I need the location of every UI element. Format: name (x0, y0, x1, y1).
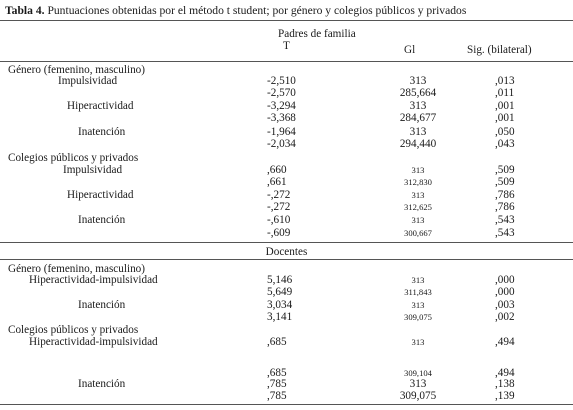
gl-value: 313 (411, 165, 425, 175)
sig-value: ,003 (495, 299, 515, 311)
row-label: Inatención (78, 299, 126, 311)
sig-value: ,139 (495, 390, 515, 402)
sig-value: ,001 (495, 100, 515, 112)
sig-value: ,002 (495, 311, 515, 323)
row-label: Impulsividad (63, 164, 123, 176)
bottom-rule (0, 404, 573, 405)
gl-value: 313 (411, 337, 425, 347)
section-title-colegios-docentes: Colegios públicos y privados (8, 324, 139, 336)
sig-value: ,786 (495, 189, 515, 201)
gl-value: 313 (411, 190, 425, 200)
t-value: -,610 (267, 214, 291, 226)
t-value: -,272 (267, 189, 291, 201)
row-label: Hiperactividad (67, 100, 134, 112)
gl-value: 313 (411, 215, 425, 225)
gl-value: 309,075 (399, 390, 437, 402)
sig-value: ,013 (495, 75, 515, 87)
sig-value: ,543 (495, 227, 515, 239)
row-label: Hiperactividad (67, 189, 134, 201)
caption-text: Puntuaciones obtenidas por el método t student; por género y colegios públicos y privados (47, 4, 467, 17)
gl-value: 285,664 (399, 87, 437, 99)
sig-value: ,000 (495, 274, 515, 286)
t-value: -,609 (267, 227, 291, 239)
gl-value: 284,677 (399, 112, 437, 124)
t-value: ,685 (267, 367, 287, 379)
row-label: Inatención (78, 378, 126, 390)
t-value: ,660 (267, 164, 287, 176)
gl-value: 311,843 (404, 287, 432, 297)
row-label: Inatención (78, 214, 126, 226)
sig-value: ,786 (495, 201, 515, 213)
row-label: Hiperactividad-impulsividad (29, 274, 158, 286)
gl-value: 300,667 (404, 228, 432, 238)
gl-value: 313 (411, 275, 425, 285)
gl-value: 313 (409, 100, 427, 112)
gl-value: 309,075 (404, 312, 432, 322)
header-col-gl: Gl (404, 44, 416, 56)
sig-value: ,050 (495, 126, 515, 138)
gl-value: 309,104 (404, 368, 432, 378)
sig-value: ,000 (495, 286, 515, 298)
t-value: -,272 (267, 201, 291, 213)
sig-value: ,001 (495, 112, 515, 124)
t-value: 3,034 (267, 299, 293, 311)
t-value: ,661 (267, 176, 287, 188)
caption-label: Tabla 4. (5, 4, 45, 17)
sig-value: ,509 (495, 176, 515, 188)
t-value: ,685 (267, 336, 287, 348)
row-label: Impulsividad (58, 75, 118, 87)
section-title-colegios-padres: Colegios públicos y privados (8, 152, 139, 164)
gl-value: 313 (411, 300, 425, 310)
gl-value: 313 (409, 75, 427, 87)
header-group-padres: Padres de familia (278, 28, 356, 40)
section-title-genero-docentes: Género (femenino, masculino) (8, 263, 145, 275)
gl-value: 312,625 (404, 202, 432, 212)
t-value: 5,146 (267, 274, 293, 286)
section-title-genero-padres: Género (femenino, masculino) (8, 64, 145, 76)
gl-value: 313 (409, 126, 427, 138)
header-rule (0, 61, 573, 62)
docentes-top-rule (0, 242, 573, 243)
t-value: ,785 (267, 378, 287, 390)
sig-value: ,543 (495, 214, 515, 226)
gl-value: 294,440 (399, 138, 437, 150)
gl-value: 312,830 (404, 177, 432, 187)
t-value: 3,141 (267, 311, 293, 323)
t-value: -2,034 (267, 138, 296, 150)
section-title-docentes: Docentes (265, 246, 308, 258)
t-value: -2,570 (267, 87, 296, 99)
t-value: -3,294 (267, 100, 296, 112)
row-label: Hiperactividad-impulsividad (29, 336, 158, 348)
sig-value: ,494 (495, 367, 515, 379)
sig-value: ,043 (495, 138, 515, 150)
t-value: -3,368 (267, 112, 296, 124)
sig-value: ,011 (495, 87, 515, 99)
top-rule (0, 20, 573, 21)
table-caption (5, 4, 466, 17)
row-label: Inatención (78, 126, 126, 138)
t-value: -1,964 (267, 126, 296, 138)
t-value: 5,649 (267, 286, 293, 298)
sig-value: ,138 (495, 378, 515, 390)
sig-value: ,509 (495, 164, 515, 176)
t-value: -2,510 (267, 75, 296, 87)
sig-value: ,494 (495, 336, 515, 348)
docentes-bottom-rule (0, 259, 573, 260)
t-value: ,785 (267, 390, 287, 402)
gl-value: 313 (409, 378, 427, 390)
header-col-t: T (283, 40, 290, 52)
header-col-sig: Sig. (bilateral) (467, 44, 532, 56)
